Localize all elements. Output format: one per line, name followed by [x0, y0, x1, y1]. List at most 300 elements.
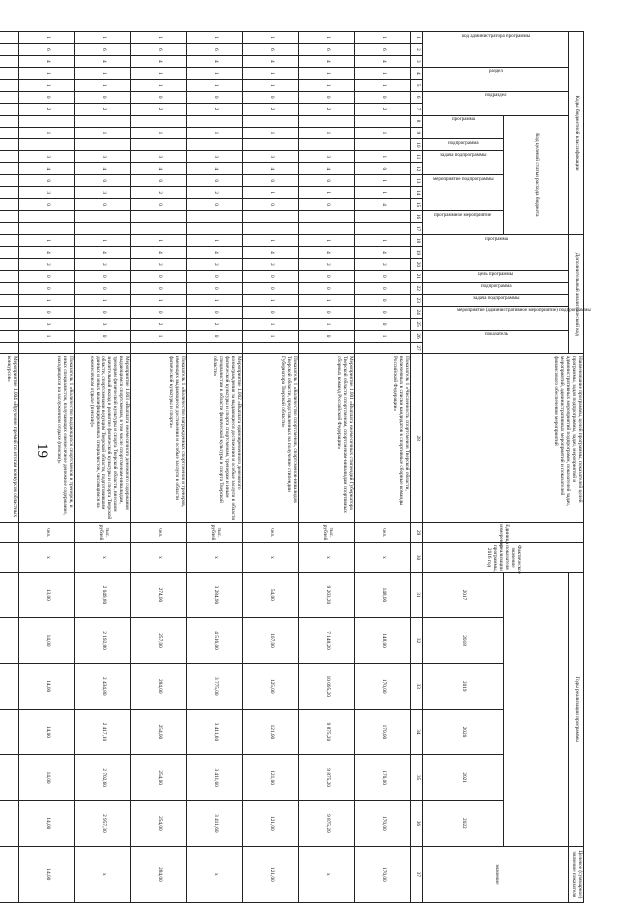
code-cell — [0, 139, 19, 151]
row-year-value — [0, 709, 19, 755]
column-number: 2 — [411, 43, 423, 55]
code-cell: 4 — [243, 55, 299, 67]
code-cell: 3 — [187, 151, 243, 163]
code-cell — [0, 43, 19, 55]
code-cell: 6 — [75, 43, 131, 55]
row-year-value: 254,00 — [131, 709, 187, 755]
code-cell: 0 — [355, 282, 411, 294]
row-year-value: 254,00 — [131, 800, 187, 846]
row-base: х — [299, 543, 355, 572]
code-cell: 1 — [75, 67, 131, 79]
column-number: 32 — [411, 618, 423, 664]
row-year-value: 254,00 — [131, 755, 187, 801]
code-cell: 0 — [355, 270, 411, 282]
code-cell: 0 — [355, 306, 411, 318]
year-header-2019: 2019 — [423, 663, 504, 709]
table-row — [299, 32, 355, 903]
column-number: 4 — [411, 67, 423, 79]
code-cell: 1 — [19, 32, 75, 44]
code-cell: 0 — [75, 270, 131, 282]
code-cell — [355, 139, 411, 151]
code-cell — [187, 342, 243, 354]
code-cell — [243, 115, 299, 127]
code-cell: 4 — [243, 247, 299, 259]
column-number: 18 — [411, 235, 423, 247]
code-cell — [0, 79, 19, 91]
code-cell — [243, 211, 299, 223]
code-cell — [0, 103, 19, 115]
row-year-value: 14,00 — [19, 709, 75, 755]
code-cell: 0 — [187, 199, 243, 211]
column-number: 26 — [411, 330, 423, 342]
code-cell: 2 — [131, 318, 187, 330]
code-cell: 0 — [131, 270, 187, 282]
years-group-header: Годы реализации программы — [569, 572, 584, 846]
code-cell: 3 — [299, 151, 355, 163]
row-year-value: 13,00 — [19, 572, 75, 618]
code-cell: 1 — [355, 151, 411, 163]
code-cell — [0, 199, 19, 211]
code-cell: 0 — [299, 330, 355, 342]
code-cell: 1 — [355, 67, 411, 79]
column-number: 7 — [411, 103, 423, 115]
code-cell: 1 — [187, 32, 243, 44]
code-cell: 1 — [75, 235, 131, 247]
code-cell: 1 — [131, 235, 187, 247]
code-cell: 2 — [187, 318, 243, 330]
code-cell: 0 — [19, 270, 75, 282]
row-unit: чел. — [19, 522, 75, 543]
row-year-value — [0, 755, 19, 801]
code-cell: 1 — [299, 32, 355, 44]
code-cell — [131, 223, 187, 235]
code-cell: 1 — [243, 67, 299, 79]
row-unit: чел. — [243, 522, 299, 543]
row-year-value: 170,00 — [355, 800, 411, 846]
row-year-value: 125,00 — [243, 663, 299, 709]
code-cell: 2 — [75, 103, 131, 115]
code-cell: 3 — [75, 318, 131, 330]
year-header-2022: 2022 — [423, 800, 504, 846]
code-cell: 1 — [243, 318, 299, 330]
code-cell — [19, 211, 75, 223]
code-cell: 0 — [187, 175, 243, 187]
column-number: 34 — [411, 709, 423, 755]
row-base — [0, 543, 19, 572]
year-header-2020: 2020 — [423, 709, 504, 755]
row-year-value: 10 095,20 — [299, 663, 355, 709]
code-cell: 4 — [75, 163, 131, 175]
code-cell: 4 — [75, 247, 131, 259]
column-number: 15 — [411, 199, 423, 211]
code-cell: 0 — [243, 282, 299, 294]
code-cell: 0 — [131, 91, 187, 103]
code-cell — [355, 342, 411, 354]
row-target — [0, 846, 19, 902]
row-text: Показатель 1 «Количество выдающихся спортсменов и тренеров, и иных специалистов, получающих ежемесячное денежное содержание, находящихся на заслуженном отдыхе (пенсии)» — [19, 354, 75, 522]
code-cell: 0 — [299, 306, 355, 318]
code-cell: 6 — [355, 43, 411, 55]
code-cell: 1 — [131, 294, 187, 306]
row-base: х — [355, 543, 411, 572]
code-cell: 4 — [187, 247, 243, 259]
code-cell: 0 — [243, 270, 299, 282]
code-cell: 0 — [187, 306, 243, 318]
table-row — [75, 32, 131, 903]
code-cell — [75, 139, 131, 151]
code-cell: 4 — [75, 55, 131, 67]
name-column-header: Наименование программы, целей программы, показателей целей программы, задач подпрограммы, задач, мероприятий и административных мероприятий подпрограмм, показателей задач, мероприятий, административных мероприятий и показателей финансового обеспечения мероприятий — [423, 354, 584, 522]
code-cell: 0 — [243, 306, 299, 318]
code-cell: 1 — [299, 187, 355, 199]
row-unit: чел. — [131, 522, 187, 543]
code-part-submeasure: мероприятие подпрограммы — [432, 176, 494, 182]
column-number: 5 — [411, 79, 423, 91]
code-cell: 1 — [19, 67, 75, 79]
extra-code-header: Дополнительный аналитический код — [569, 235, 584, 354]
code-cell: 0 — [75, 306, 131, 318]
row-year-value: 121,00 — [243, 755, 299, 801]
code-cell: 1 — [299, 127, 355, 139]
code-cell: 6 — [243, 43, 299, 55]
code-cell: 6 — [131, 43, 187, 55]
table-row — [19, 32, 75, 903]
table-row — [0, 32, 19, 903]
code-cell: 1 — [187, 79, 243, 91]
code-cell — [0, 318, 19, 330]
column-number: 27 — [411, 342, 423, 354]
row-year-value: 3 411,60 — [187, 755, 243, 801]
row-target: х — [75, 846, 131, 902]
budget-section-code-header: Код целевой статьи расхода бюджета — [504, 115, 569, 235]
row-unit: тыс. рублей — [299, 522, 355, 543]
row-target: 14,00 — [19, 846, 75, 902]
code-cell — [19, 139, 75, 151]
row-year-value: 2 417,10 — [75, 709, 131, 755]
row-target: 170,00 — [355, 846, 411, 902]
code-cell: 1 — [19, 79, 75, 91]
budget-codes-header: Коды бюджетной классификации — [569, 32, 584, 235]
code-cell: 2 — [131, 187, 187, 199]
row-text: Мероприятие 1.004 «Вручение премий по итогам конкурсов областных конкурсов» — [0, 354, 19, 522]
row-year-value: 2 434,80 — [75, 663, 131, 709]
column-number: 10 — [411, 139, 423, 151]
code-cell: 0 — [131, 199, 187, 211]
row-year-value: 2 192,80 — [75, 618, 131, 664]
code-cell: 1 — [355, 32, 411, 44]
code-cell — [131, 211, 187, 223]
code-cell — [187, 115, 243, 127]
target-value-label: значение — [423, 846, 569, 902]
code-cell: 1 — [355, 79, 411, 91]
code-cell: 0 — [187, 282, 243, 294]
code-cell: 2 — [187, 103, 243, 115]
code-cell — [299, 223, 355, 235]
row-year-value: 170,00 — [355, 663, 411, 709]
code-cell — [0, 115, 19, 127]
column-number: 33 — [411, 663, 423, 709]
column-number: 37 — [411, 846, 423, 902]
code-cell: 1 — [131, 32, 187, 44]
code-cell — [0, 67, 19, 79]
code-cell: 1 — [355, 127, 411, 139]
row-base: х — [75, 543, 131, 572]
row-year-value: 14,00 — [19, 618, 75, 664]
code-cell: 1 — [355, 235, 411, 247]
column-number: 28 — [411, 354, 423, 522]
code-cell: 1 — [75, 32, 131, 44]
code-cell: 1 — [187, 127, 243, 139]
row-year-value: 9 875,20 — [299, 709, 355, 755]
code-cell — [243, 223, 299, 235]
column-number: 6 — [411, 91, 423, 103]
code-cell: 0 — [19, 199, 75, 211]
code-cell — [0, 175, 19, 187]
code-cell — [131, 342, 187, 354]
code-cell: 1 — [299, 67, 355, 79]
code-cell — [0, 330, 19, 342]
row-text: Мероприятие 1.001 «Выплата ежемесячных стипендий Губернатора Тверской области спортсменам, спортсменам-инвалидам спортивных сборных команд Российской Федерации» — [299, 354, 355, 522]
code-cell: 1 — [243, 79, 299, 91]
code-cell: 4 — [19, 55, 75, 67]
code-cell: 0 — [19, 91, 75, 103]
code-cell: 0 — [355, 318, 411, 330]
code-cell: 4 — [299, 163, 355, 175]
page-number: 19 — [34, 443, 50, 458]
table-row — [355, 32, 411, 903]
code-cell — [19, 223, 75, 235]
code-cell: 0 — [243, 199, 299, 211]
row-year-value — [0, 618, 19, 664]
code-cell — [0, 235, 19, 247]
code-cell — [131, 115, 187, 127]
code-cell: 0 — [355, 163, 411, 175]
row-year-value: 170,00 — [355, 709, 411, 755]
table-row — [187, 32, 243, 903]
code-part-goal: цель программы — [478, 272, 514, 278]
year-header-2018: 2018 — [423, 618, 504, 664]
code-cell: 0 — [75, 199, 131, 211]
code-cell: 6 — [19, 43, 75, 55]
code-cell: 1 — [355, 330, 411, 342]
row-year-value: 9 203,20 — [299, 572, 355, 618]
column-number: 16 — [411, 211, 423, 223]
code-cell: 1 — [299, 79, 355, 91]
code-cell: 0 — [299, 282, 355, 294]
column-number: 35 — [411, 755, 423, 801]
code-cell: 0 — [19, 282, 75, 294]
row-year-value: 284,00 — [131, 663, 187, 709]
column-number: 19 — [411, 247, 423, 259]
code-cell — [299, 211, 355, 223]
row-text: Мероприятие 1.003 «Выплата ежемесячного денежного содержания выдающимся спортсменам, в том числе спортсменам-инвалидам, тренерам физической культуры и спорта Тверской области, внесшим значительный вклад в развитие физической культуры и спорта Тверской области, спортсменами ведущим Тверской области, подготовившим данных и иных квалифицированных специалистов, числящимся на ежемесячном отдыхе (пенсии)» — [75, 354, 131, 522]
code-cell: 2 — [131, 103, 187, 115]
code-cell: 0 — [187, 270, 243, 282]
code-cell: 1 — [243, 294, 299, 306]
column-number: 11 — [411, 151, 423, 163]
row-year-value: 121,00 — [243, 800, 299, 846]
row-text: Показатель 1 «Количество спортсменов, спортсменов-инвалидов Тверской области, представленных на получение стипендии Губернатора Тверской области» — [243, 354, 299, 522]
code-cell: 1 — [19, 330, 75, 342]
row-text: Мероприятие 1.002 «Выплата единовременного денежного вознаграждения за выдающиеся достижения и особые заслуги в области физической культуры и спорта спортсменам, тренерам и иным специалистам в области физической культуры и спорта Тверской области» — [187, 354, 243, 522]
code-cell — [131, 139, 187, 151]
row-year-value: 148,00 — [355, 572, 411, 618]
column-number: 17 — [411, 223, 423, 235]
unit-column-header: Единица измерения — [423, 522, 584, 543]
code-cell: 1 — [19, 294, 75, 306]
code-cell: 1 — [187, 235, 243, 247]
code-cell: 0 — [75, 175, 131, 187]
code-part-program: программа — [484, 236, 508, 242]
row-base: х — [131, 543, 187, 572]
code-cell: 0 — [131, 175, 187, 187]
code-cell — [187, 139, 243, 151]
code-cell — [0, 211, 19, 223]
code-cell — [299, 139, 355, 151]
row-target: 121,00 — [243, 846, 299, 902]
code-cell: 3 — [131, 151, 187, 163]
code-cell: 3 — [19, 151, 75, 163]
code-cell — [355, 115, 411, 127]
code-cell: 1 — [243, 187, 299, 199]
row-year-value: 274,00 — [131, 572, 187, 618]
row-unit: тыс. рублей — [187, 522, 243, 543]
code-part-measure: мероприятие (административное мероприятие) подпрограммы — [456, 308, 591, 314]
code-cell: 1 — [131, 79, 187, 91]
code-cell: 0 — [299, 270, 355, 282]
row-target: х — [299, 846, 355, 902]
code-cell: 0 — [75, 91, 131, 103]
code-cell — [0, 151, 19, 163]
code-cell: 2 — [299, 258, 355, 270]
row-year-value: 54,00 — [243, 572, 299, 618]
table-row — [243, 32, 299, 903]
column-number: 8 — [411, 115, 423, 127]
row-year-value — [0, 572, 19, 618]
code-cell: 1 — [75, 127, 131, 139]
code-cell — [299, 115, 355, 127]
column-number: 12 — [411, 163, 423, 175]
code-cell: 1 — [131, 67, 187, 79]
code-cell — [19, 115, 75, 127]
code-cell: 0 — [75, 282, 131, 294]
code-cell: 4 — [355, 247, 411, 259]
code-cell — [0, 163, 19, 175]
row-year-value: 2 702,60 — [75, 755, 131, 801]
row-year-value: 4 516,00 — [187, 618, 243, 664]
code-cell: 4 — [355, 199, 411, 211]
column-number: 36 — [411, 800, 423, 846]
row-year-value: 14,00 — [19, 663, 75, 709]
row-unit: чел. — [355, 522, 411, 543]
code-part-indicator: показатель — [484, 332, 508, 338]
code-cell — [0, 187, 19, 199]
code-cell: 1 — [243, 32, 299, 44]
code-cell: 4 — [299, 247, 355, 259]
code-cell: 2 — [243, 103, 299, 115]
code-cell: 2 — [299, 103, 355, 115]
code-cell: 1 — [355, 175, 411, 187]
code-cell: 2 — [19, 103, 75, 115]
code-cell: 1 — [187, 294, 243, 306]
code-cell: 1 — [75, 79, 131, 91]
code-cell: 0 — [299, 91, 355, 103]
code-cell: 1 — [299, 235, 355, 247]
code-cell: 2 — [75, 258, 131, 270]
code-cell — [299, 342, 355, 354]
code-cell: 2 — [355, 103, 411, 115]
code-cell: 2 — [243, 258, 299, 270]
code-part-section: раздел — [488, 69, 503, 75]
row-year-value: 2 957,30 — [75, 800, 131, 846]
column-number: 22 — [411, 282, 423, 294]
code-cell: 4 — [299, 55, 355, 67]
code-cell: 1 — [355, 187, 411, 199]
row-year-value: 14,00 — [19, 755, 75, 801]
code-cell: 0 — [355, 91, 411, 103]
code-cell — [0, 258, 19, 270]
code-cell: 3 — [19, 318, 75, 330]
column-number: 30 — [411, 543, 423, 572]
code-cell — [0, 55, 19, 67]
code-cell — [355, 223, 411, 235]
column-number: 23 — [411, 294, 423, 306]
program-table-sheet — [6, 31, 591, 903]
program-indicators-table — [0, 31, 591, 903]
code-cell: 3 — [243, 151, 299, 163]
code-cell: 6 — [187, 43, 243, 55]
code-cell — [0, 282, 19, 294]
column-number: 3 — [411, 55, 423, 67]
code-cell: 0 — [187, 91, 243, 103]
year-header-2017: 2017 — [423, 572, 504, 618]
row-text: Показатель 1 «Количество награжденных спортсменов и тренеров, имеющих выдающиеся достижения и особые заслуги в области физической культуры и спорта» — [131, 354, 187, 522]
column-number: 9 — [411, 127, 423, 139]
target-column-header: Целевое (суммарное) значение показателя — [569, 846, 584, 902]
code-cell — [75, 223, 131, 235]
row-base: х — [187, 543, 243, 572]
row-year-value: 107,00 — [243, 618, 299, 664]
column-number: 31 — [411, 572, 423, 618]
row-year-value: 3 775,00 — [187, 663, 243, 709]
column-number: 14 — [411, 187, 423, 199]
code-cell: 2 — [187, 187, 243, 199]
row-year-value: 3 411,60 — [187, 709, 243, 755]
code-part-subprog: подпрограмма — [447, 140, 479, 146]
row-year-value — [0, 663, 19, 709]
years-subheader — [504, 572, 569, 846]
code-cell: 2 — [131, 258, 187, 270]
code-cell: 3 — [75, 187, 131, 199]
code-cell — [187, 211, 243, 223]
code-cell: 4 — [131, 55, 187, 67]
code-cell: 0 — [131, 306, 187, 318]
row-target: 284,00 — [131, 846, 187, 902]
code-part-task: задача подпрограммы — [472, 296, 519, 302]
code-cell: 1 — [131, 127, 187, 139]
row-year-value — [0, 800, 19, 846]
code-cell: 0 — [299, 199, 355, 211]
code-cell: 0 — [243, 91, 299, 103]
year-header-2021: 2021 — [423, 755, 504, 801]
row-base: х — [19, 543, 75, 572]
code-cell: 1 — [187, 67, 243, 79]
code-cell — [243, 342, 299, 354]
code-cell — [19, 342, 75, 354]
code-cell: 0 — [355, 294, 411, 306]
code-cell: 1 — [131, 330, 187, 342]
code-cell — [355, 211, 411, 223]
